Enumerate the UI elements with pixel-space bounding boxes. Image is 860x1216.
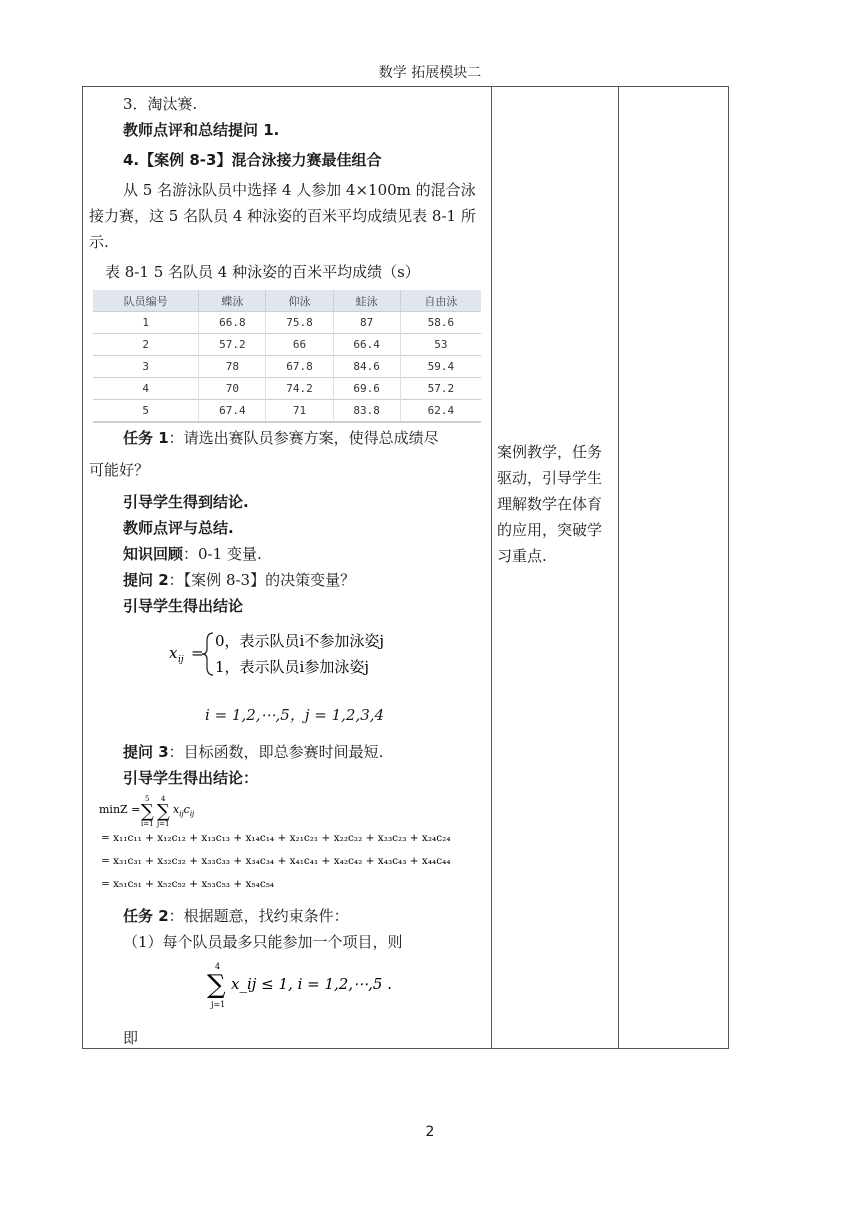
- question-3: [123, 741, 383, 762]
- page-number: 2: [425, 1124, 435, 1140]
- sum-symbol-icon: ∑: [157, 801, 170, 822]
- knowledge-text: ：0-1 变量.: [183, 545, 262, 563]
- equals-sign: =: [191, 644, 204, 662]
- constraint-1-formula: [207, 959, 447, 1011]
- table-cell: 1: [93, 312, 199, 334]
- knowledge-label: 知识回顾: [123, 545, 184, 563]
- teaching-content-column: [83, 87, 491, 1048]
- table-cell: 2: [93, 334, 199, 356]
- index-range: i = 1,2,⋯,5，j = 1,2,3,4: [205, 706, 385, 724]
- svg-text:i=1: i=1: [141, 820, 154, 828]
- obj-min: minZ =: [99, 803, 141, 816]
- question-2-text: ：【案例 8-3】的决策变量？: [168, 571, 356, 589]
- case-zero: 0，表示队员i不参加泳姿j: [215, 632, 384, 650]
- table-cell: 83.8: [333, 400, 400, 423]
- var-x: x: [169, 644, 178, 662]
- objective-function: [99, 793, 491, 897]
- column-divider-2: [618, 87, 619, 1048]
- table-row: [93, 334, 481, 356]
- task-1-text: ：请选出赛队员参赛方案，使得总成绩尽: [168, 429, 439, 447]
- case-description: 从 5 名游泳队员中选择 4 人参加 4×100m 的混合泳接力赛，这 5 名队员 4 种泳姿的百米平均成绩见表 8-1 所示.: [89, 181, 476, 251]
- knowledge-review: [123, 543, 262, 564]
- task-2-label: 任务 2: [123, 907, 169, 925]
- table-cell: 74.2: [266, 378, 333, 400]
- question-2-label: 提问 2: [123, 571, 169, 589]
- table-cell: 57.2: [199, 334, 266, 356]
- lesson-table: [82, 86, 729, 1049]
- table-cell: 62.4: [400, 400, 481, 423]
- table-row: [93, 400, 481, 423]
- var-subscript: ij: [178, 655, 184, 665]
- header-cell: 蝶泳: [199, 290, 266, 312]
- table-cell: 71: [266, 400, 333, 423]
- table-caption: 表 8-1 5 名队员 4 种泳姿的百米平均成绩（s）: [105, 263, 420, 281]
- table-header-row: [93, 290, 481, 312]
- svg-text:5: 5: [145, 795, 150, 803]
- header-cell: 蛙泳: [333, 290, 400, 312]
- table-cell: 67.4: [199, 400, 266, 423]
- svg-text:4: 4: [215, 962, 221, 971]
- guide-conclusion-2: 引导学生得出结论: [123, 597, 244, 615]
- task-1-continuation: 可能好？: [89, 461, 150, 479]
- guide-conclusion-1: 引导学生得到结论.: [123, 493, 249, 511]
- table-cell: 59.4: [400, 356, 481, 378]
- svg-text:j=1: j=1: [211, 1000, 226, 1009]
- svg-text:j=1: j=1: [157, 820, 170, 828]
- objective-line-2: = x₁₁c₁₁ + x₁₂c₁₂ + x₁₃c₁₃ + x₁₄c₁₄ + x₂₁c₂₁ + x₂₂c₂₂ + x₂₃c₂₃ + x₂₄c₂₄: [101, 832, 451, 844]
- decision-variable-formula: [169, 627, 469, 679]
- svg-text:4: 4: [161, 795, 166, 803]
- table-cell: 5: [93, 400, 199, 423]
- table-cell: 66.8: [199, 312, 266, 334]
- teaching-method-note: 案例教学，任务驱动，引导学生理解数学在体育的应用，突破学习重点.: [497, 443, 603, 565]
- constraint-1-expr: x_ij ≤ 1, i = 1,2,⋯,5 .: [231, 975, 392, 993]
- header-cell: 自由泳: [400, 290, 481, 312]
- table-cell: 66.4: [333, 334, 400, 356]
- column-divider-1: [491, 87, 492, 1048]
- ji-word: 即: [123, 1029, 139, 1047]
- table-cell: 70: [199, 378, 266, 400]
- case-one: 1，表示队员i参加泳姿j: [215, 658, 369, 676]
- teacher-review-1: 教师点评和总结提问 1.: [123, 121, 280, 139]
- task-2: [123, 905, 349, 926]
- header-cell: 队员编号: [93, 290, 199, 312]
- table-cell: 53: [400, 334, 481, 356]
- table-cell: 75.8: [266, 312, 333, 334]
- table-cell: 69.6: [333, 378, 400, 400]
- table-row: [93, 356, 481, 378]
- item-knockout: 3．淘汰赛.: [123, 95, 198, 113]
- svg-text:xijcij: $x_{ij}c_{ij}$: [173, 803, 195, 818]
- table-cell: 66: [266, 334, 333, 356]
- objective-line-3: = x₃₁c₃₁ + x₃₂c₃₂ + x₃₃c₃₃ + x₃₄c₃₄ + x₄₁c₄₁ + x₄₂c₄₂ + x₄₃c₄₃ + x₄₄c₄₄: [101, 855, 451, 867]
- question-3-label: 提问 3: [123, 743, 169, 761]
- table-cell: 3: [93, 356, 199, 378]
- table-cell: 84.6: [333, 356, 400, 378]
- swim-times-table: [93, 290, 481, 423]
- task-1-label: 任务 1: [123, 429, 169, 447]
- table-cell: 58.6: [400, 312, 481, 334]
- constraint-1: （1）每个队员最多只能参加一个项目，则: [123, 933, 403, 951]
- table-cell: 4: [93, 378, 199, 400]
- guide-conclusion-3: 引导学生得出结论：: [123, 769, 259, 787]
- question-3-text: ：目标函数，即总参赛时间最短.: [168, 743, 384, 761]
- table-row: [93, 378, 481, 400]
- task-2-text: ：根据题意，找约束条件：: [168, 907, 349, 925]
- page-header: 数学 拓展模块二: [378, 65, 482, 81]
- table-cell: 67.8: [266, 356, 333, 378]
- header-cell: 仰泳: [266, 290, 333, 312]
- table-cell: 78: [199, 356, 266, 378]
- task-1: [123, 427, 439, 448]
- question-2: [123, 569, 355, 590]
- sum-symbol-icon: ∑: [141, 801, 154, 822]
- case-title: 4.【案例 8-3】混合泳接力赛最佳组合: [123, 151, 382, 169]
- table-row: [93, 312, 481, 334]
- sum-symbol-icon: ∑: [207, 970, 226, 1000]
- objective-line-4: = x₅₁c₅₁ + x₅₂c₅₂ + x₅₃c₅₃ + x₅₄c₅₄: [101, 878, 275, 890]
- brace-icon: [202, 633, 213, 675]
- table-cell: 57.2: [400, 378, 481, 400]
- table-cell: 87: [333, 312, 400, 334]
- teacher-review-2: 教师点评与总结.: [123, 519, 234, 537]
